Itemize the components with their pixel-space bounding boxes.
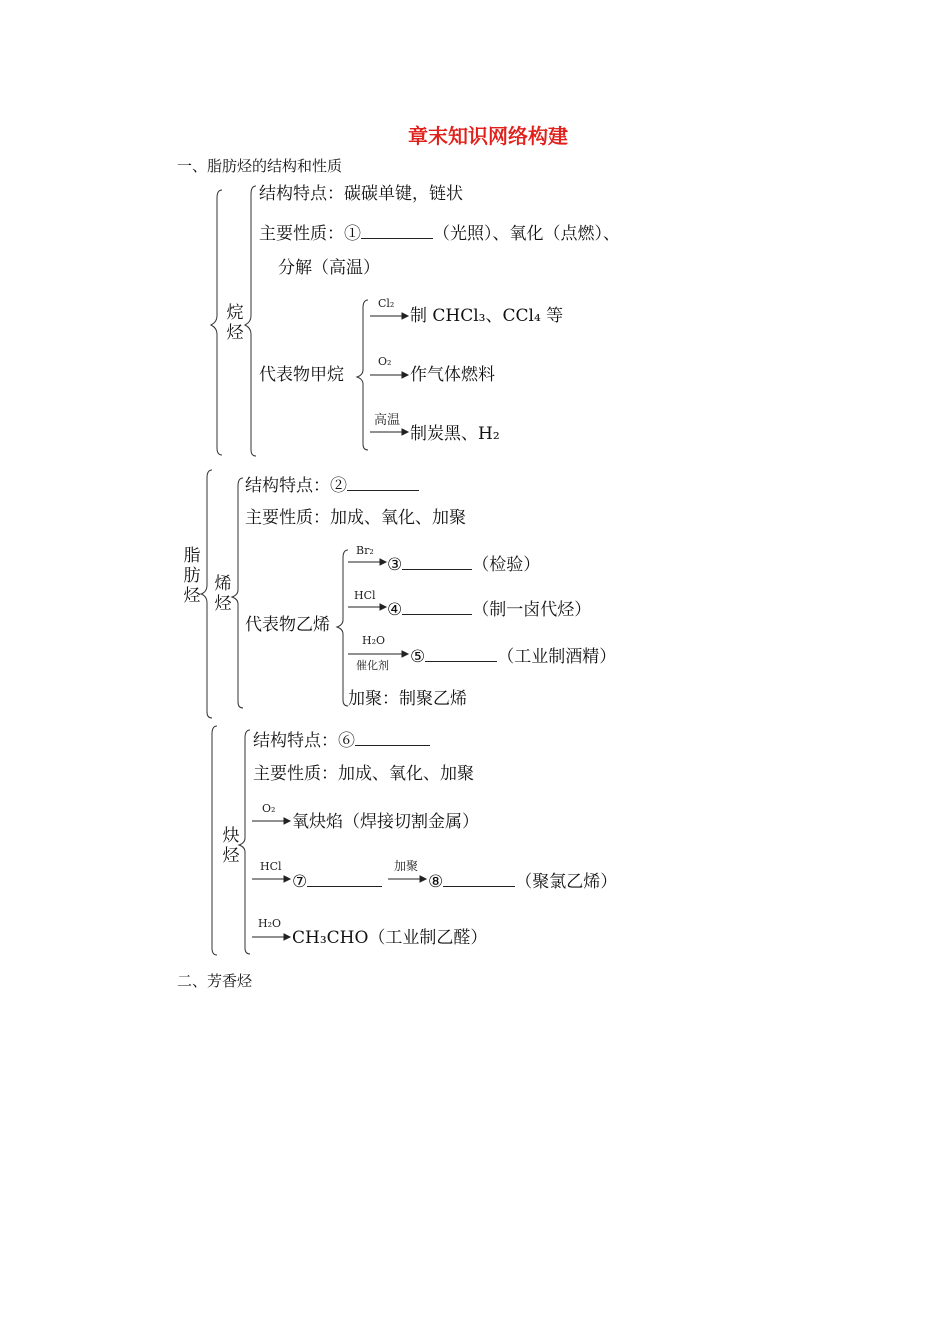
alkane-left-rule xyxy=(211,190,222,455)
cond-h2o-alkyne: H₂O xyxy=(258,917,282,930)
alkane-properties-suffix: （光照）、氧化（点燃）、 xyxy=(433,224,620,244)
cond-polymerize: 加聚 xyxy=(394,859,419,873)
blank-8[interactable] xyxy=(443,872,515,887)
note-5: （工业制酒精） xyxy=(497,647,617,667)
alkene-label: 烯烃 xyxy=(214,574,232,614)
circle-num-4: ④ xyxy=(387,600,403,620)
root-label-aliphatic: 脂肪烃 xyxy=(183,546,201,606)
alkane-label: 烷烃 xyxy=(226,303,244,343)
alkyne-structure xyxy=(253,731,430,750)
blank-7[interactable] xyxy=(307,872,382,887)
ethylene-label: 代表物乙烯 xyxy=(245,615,330,635)
note-8: （聚氯乙烯） xyxy=(515,872,618,892)
blank-6[interactable] xyxy=(355,731,430,746)
cond-cl2: Cl₂ xyxy=(378,297,395,310)
ethylene-reaction-3 xyxy=(387,555,540,574)
alkyne-reaction-7 xyxy=(292,872,382,891)
alkyne-reaction-8 xyxy=(428,872,617,891)
methane-brace xyxy=(357,300,368,450)
alkene-structure-text: 结构特点：② xyxy=(245,476,347,496)
cond-o2: O₂ xyxy=(378,355,392,368)
cond-hcl: HCl xyxy=(354,589,376,602)
alkyne-properties: 主要性质：加成、氧化、加聚 xyxy=(253,764,474,784)
section-heading-aromatic: 二、芳香烃 xyxy=(177,972,253,990)
circle-num-7: ⑦ xyxy=(292,872,308,892)
methane-label: 代表物甲烷 xyxy=(259,365,344,385)
cond-br2: Br₂ xyxy=(356,544,374,557)
blank-2[interactable] xyxy=(347,476,419,491)
alkene-properties: 主要性质：加成、氧化、加聚 xyxy=(245,508,466,528)
blank-1[interactable] xyxy=(361,224,433,239)
circle-num-5: ⑤ xyxy=(410,647,426,667)
circle-num-8: ⑧ xyxy=(428,872,444,892)
ethylene-brace xyxy=(337,550,348,706)
alkene-structure xyxy=(245,476,419,495)
alkane-structure: 结构特点：碳碳单键，链状 xyxy=(259,184,463,204)
methane-product-3: 制炭黑、H₂ xyxy=(410,424,500,444)
cond-o2-alkyne: O₂ xyxy=(262,802,276,815)
alkane-properties xyxy=(259,224,620,243)
blank-3[interactable] xyxy=(402,555,472,570)
alkyne-reaction-h2o: CH₃CHO（工业制乙醛） xyxy=(292,928,488,948)
section-heading-aliphatic: 一、脂肪烃的结构和性质 xyxy=(177,157,343,175)
alkane-properties-prefix: 主要性质：① xyxy=(259,224,361,244)
circle-num-3: ③ xyxy=(387,555,403,575)
cond-catalyst: 催化剂 xyxy=(356,659,389,672)
note-3: （检验） xyxy=(472,555,541,575)
cond-hcl-alkyne: HCl xyxy=(260,860,282,873)
cond-h2o: H₂O xyxy=(362,634,386,647)
root-brace xyxy=(201,470,212,718)
methane-product-1: 制 CHCl₃、CCl₄ 等 xyxy=(410,306,564,326)
page-title: 章末知识网络构建 xyxy=(408,124,568,148)
alkyne-structure-text: 结构特点：⑥ xyxy=(253,731,355,751)
note-4: （制一卤代烃） xyxy=(472,600,592,620)
ethylene-reaction-4 xyxy=(387,600,591,619)
alkene-brace xyxy=(232,478,243,708)
blank-4[interactable] xyxy=(402,600,472,615)
alkyne-label: 炔烃 xyxy=(222,826,240,866)
blank-5[interactable] xyxy=(425,647,497,662)
alkyne-reaction-o2: 氧炔焰（焊接切割金属） xyxy=(292,812,479,832)
ethylene-reaction-5 xyxy=(410,647,616,666)
methane-product-2: 作气体燃料 xyxy=(410,365,495,385)
alkane-properties-cont: 分解（高温） xyxy=(278,258,380,278)
alkyne-left-rule xyxy=(212,726,217,955)
alkane-brace xyxy=(245,186,256,456)
cond-high-temp: 高温 xyxy=(374,413,401,428)
ethylene-polymer: 加聚：制聚乙烯 xyxy=(348,689,467,709)
